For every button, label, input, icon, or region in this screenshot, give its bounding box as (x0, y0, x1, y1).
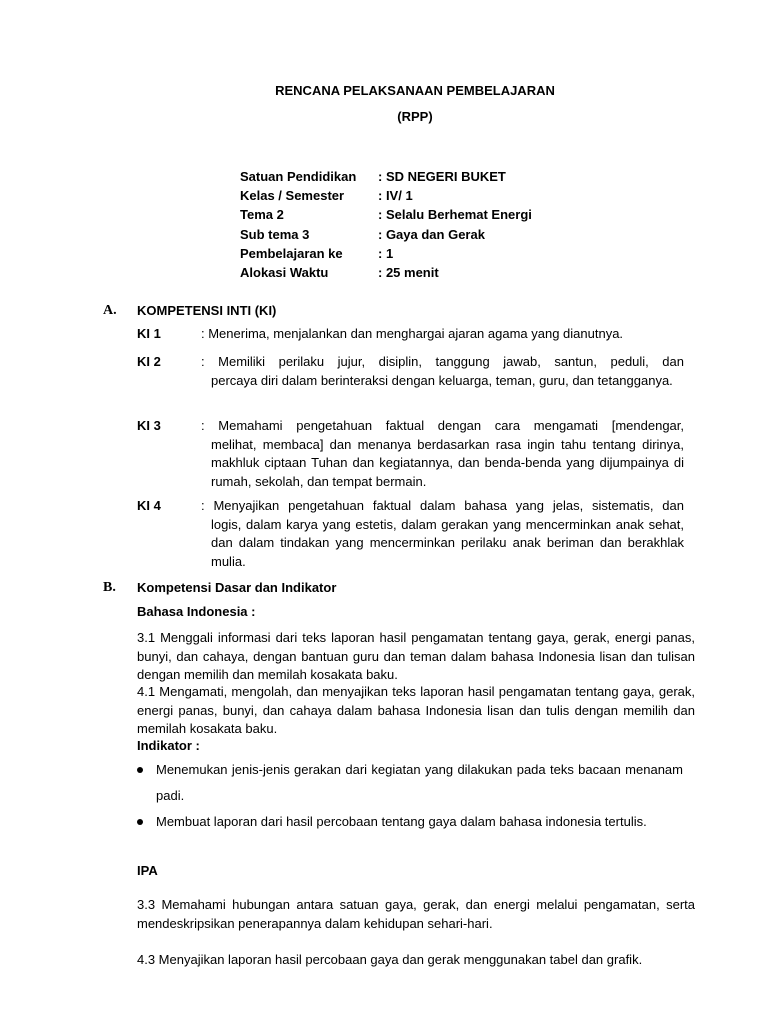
identity-row (240, 206, 678, 225)
identity-value: : 25 menit (378, 264, 439, 280)
identity-row (240, 245, 678, 264)
identity-value: : SD NEGERI BUKET (378, 169, 506, 184)
identity-label: Pembelajaran ke (240, 245, 343, 261)
identity-label: Satuan Pendidikan (240, 169, 357, 184)
ki-text-first: : Memahami pengetahuan faktual dengan cara mengamati [mendengar, (201, 418, 684, 433)
identity-value: : Gaya dan Gerak (378, 226, 485, 242)
bullet-icon (137, 819, 143, 825)
identity-label: Sub tema 3 (240, 226, 310, 242)
ki-text-rest: logis, dalam karya yang estetis, dalam gerakan yang mencerminkan anak sehat, dan dalam tindakan yang mencerminkan perilaku anak beriman dan berakhlak mulia. (211, 516, 684, 569)
section-b-letter: B. (103, 580, 116, 595)
ki-code: KI 3 (137, 418, 161, 433)
list-item (137, 757, 683, 809)
list-item (137, 809, 683, 835)
identity-label: Kelas / Semester (240, 188, 345, 204)
ki-code: KI 1 (137, 326, 161, 341)
kd-3-1: 3.1 Menggali informasi dari teks laporan hasil pengamatan tentang gaya, gerak, energi panas, bunyi, dan cahaya, dengan bantuan guru dan teman dalam bahasa Indonesia lisan dan tulisan dengan memilih dan memilah kosakata baku. (137, 630, 695, 682)
ki-code: KI 4 (137, 498, 161, 513)
ki-text-rest: melihat, membaca] dan menanya berdasarkan rasa ingin tahu tentang dirinya, makhluk ciptaan Tuhan dan kegiatannya, dan benda-benda yang dijumpainya di rumah, sekolah, dan tempat bermain. (211, 436, 684, 489)
identity-value: : Selalu Berhemat Energi (378, 207, 532, 223)
identity-row (240, 264, 678, 283)
bullet-icon (137, 767, 143, 773)
identity-row (240, 187, 678, 206)
ki-text-first: : Memiliki perilaku jujur, disiplin, tanggung jawab, santun, peduli, dan (201, 354, 684, 369)
ki-text: : Menerima, menjalankan dan menghargai ajaran agama yang dianutnya. (201, 326, 624, 341)
ki-text-first: : Menyajikan pengetahuan faktual dalam bahasa yang jelas, sistematis, dan (201, 498, 684, 513)
bahasa-indonesia-heading: Bahasa Indonesia : (137, 604, 256, 619)
section-b-title: Kompetensi Dasar dan Indikator (137, 580, 337, 595)
identity-row (240, 168, 678, 187)
kd-4-3: 4.3 Menyajikan laporan hasil percobaan gaya dan gerak menggunakan tabel dan grafik. (137, 952, 643, 967)
identity-row (240, 226, 678, 245)
document-subtitle: (RPP) (397, 109, 433, 124)
section-a-title: KOMPETENSI INTI (KI) (137, 303, 277, 318)
indikator-heading: Indikator : (137, 738, 200, 753)
identity-table (240, 168, 678, 283)
indikator-text: Membuat laporan dari hasil percobaan tentang gaya dalam bahasa indonesia tertulis. (156, 814, 647, 829)
identity-label: Tema 2 (240, 207, 284, 223)
identity-value: : IV/ 1 (378, 188, 413, 204)
ki-text-rest: percaya diri dalam berinteraksi dengan keluarga, teman, guru, dan tetangganya. (211, 372, 673, 388)
ki-code: KI 2 (137, 354, 161, 369)
document-title: RENCANA PELAKSANAAN PEMBELAJARAN (275, 83, 555, 98)
kd-3-3: 3.3 Memahami hubungan antara satuan gaya, gerak, dan energi melalui pengamatan, serta mendeskripsikan penerapannya dalam kehidupan sehari-hari. (137, 897, 695, 931)
indikator-list (137, 757, 683, 835)
kd-4-1: 4.1 Mengamati, mengolah, dan menyajikan teks laporan hasil pengamatan tentang gaya, gerak, energi panas, bunyi, dan cahaya dalam bahasa Indonesia lisan dan tulis dengan memilih dan memilah kosakata baku. (137, 684, 695, 736)
ipa-heading: IPA (137, 863, 158, 878)
section-a-letter: A. (103, 303, 117, 318)
indikator-text: Menemukan jenis-jenis gerakan dari kegiatan yang dilakukan pada teks bacaan menanam padi. (156, 762, 683, 803)
identity-label: Alokasi Waktu (240, 264, 329, 280)
identity-value: : 1 (378, 245, 394, 261)
